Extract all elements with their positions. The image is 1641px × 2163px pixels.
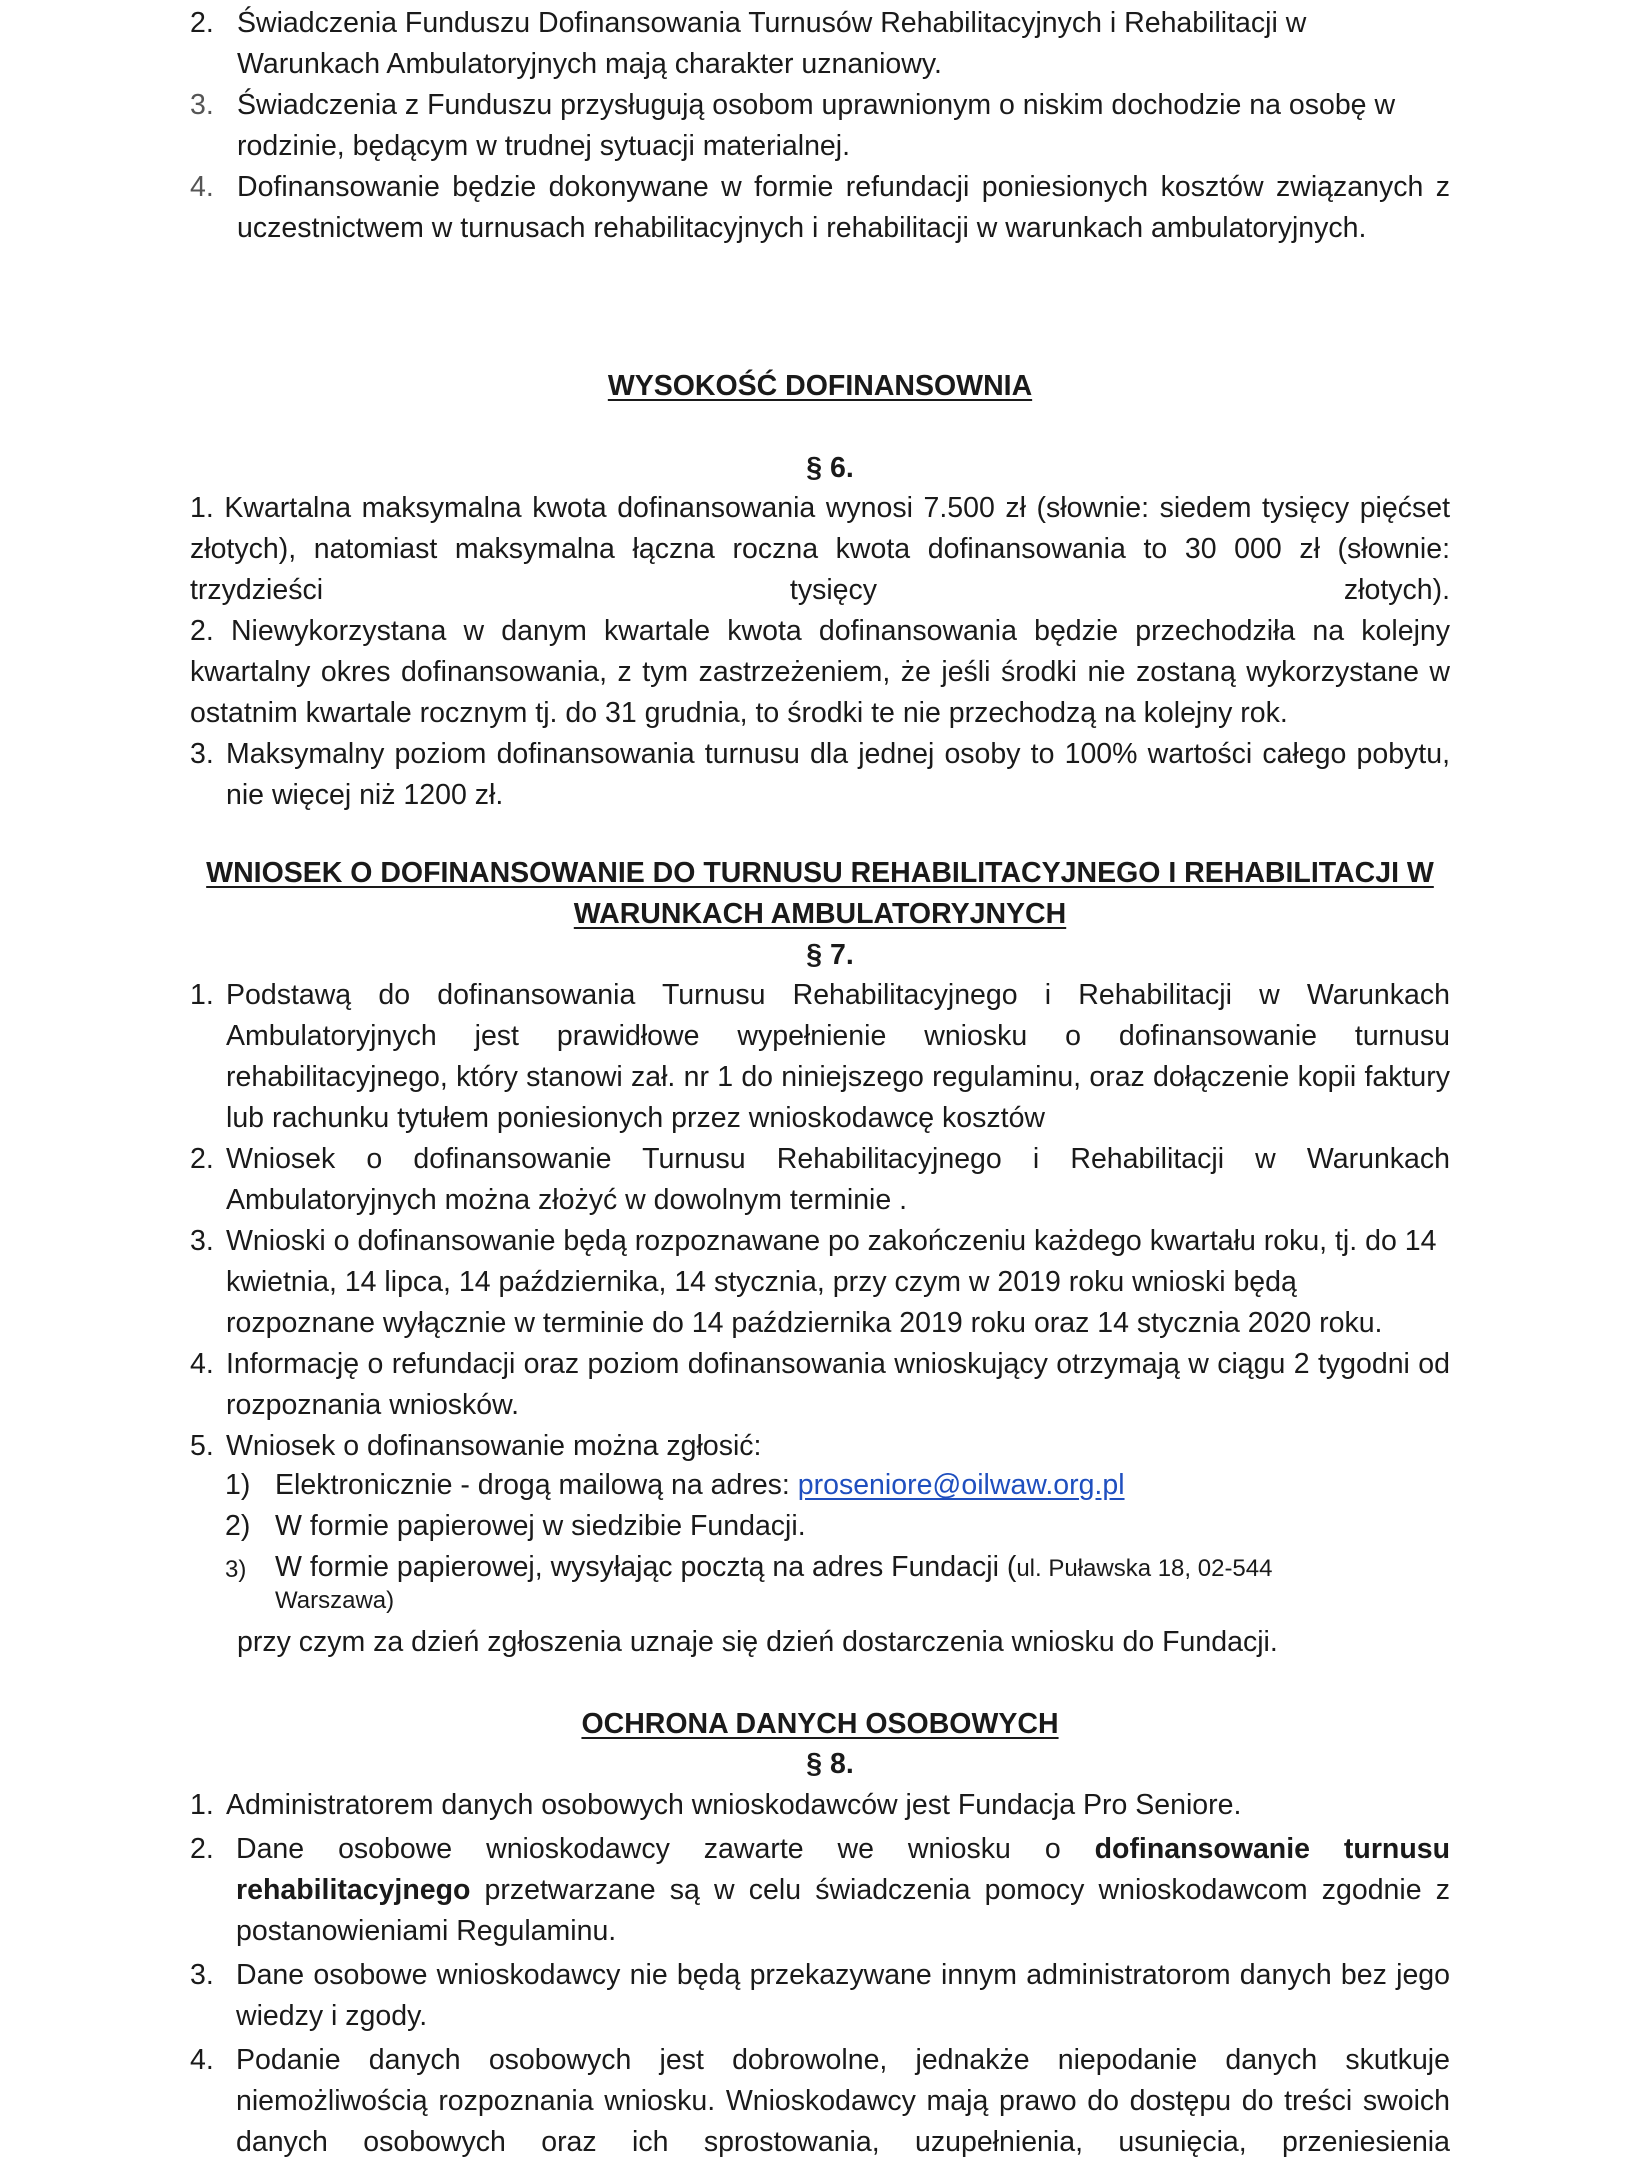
section-heading-application: WNIOSEK O DOFINANSOWANIE DO TURNUSU REHABILITACYJNEGO I REHABILITACJI W WARUNKACH AMBULATORYJNYCH xyxy=(206,857,1434,930)
list-number: 3. xyxy=(190,1959,214,1991)
list-item xyxy=(190,975,1450,1139)
section-heading-data-protection: OCHRONA DANYCH OSOBOWYCH xyxy=(581,1708,1059,1740)
list-item xyxy=(190,1785,1450,1826)
list-item-text: Informację o refundacji oraz poziom dofinansowania wnioskujący otrzymają w ciągu 2 tygodni od rozpoznania wniosków. xyxy=(226,1348,1450,1421)
sub-list-item-text: W formie papierowej, wysyłając pocztą na adres Fundacji ( xyxy=(275,1551,1017,1583)
list-number: 4. xyxy=(190,1348,214,1380)
item-text-bold: dofinansowanie turnusu rehabilitacyjnego xyxy=(236,1833,1450,1906)
sub-list-number: 1) xyxy=(225,1469,251,1501)
sub-list-item xyxy=(225,1506,1405,1547)
section7-list xyxy=(190,975,1450,1467)
list-item-text: Podstawą do dofinansowania Turnusu Rehabilitacyjnego i Rehabilitacji w Warunkach Ambulatoryjnych jest prawidłowe wypełnienie wniosku o dofinansowanie turnusu rehabilitacyjnego, który stanowi zał. nr 1 do niniejszego regulaminu, oraz dołączenie kopii faktury lub rachunku tytułem poniesionych przez wnioskodawcę kosztów xyxy=(226,979,1450,1134)
list-number: 4. xyxy=(190,171,214,203)
section8-list xyxy=(190,1785,1450,2163)
list-item-text: Wniosek o dofinansowanie Turnusu Rehabilitacyjnego i Rehabilitacji w Warunkach Ambulatoryjnych można złożyć w dowolnym terminie . xyxy=(226,1143,1450,1216)
list-number: 3. xyxy=(190,89,214,121)
sub-list-item xyxy=(225,1465,1405,1506)
section-heading-amount: WYSOKOŚĆ DOFINANSOWNIA xyxy=(607,370,1033,402)
list-item-text: Świadczenia Funduszu Dofinansowania Turnusów Rehabilitacyjnych i Rehabilitacji w Warunkach Ambulatoryjnych mają charakter uznaniowy. xyxy=(237,7,1307,80)
item-text-part: przetwarzane są w celu świadczenia pomocy wnioskodawcom zgodnie z postanowieniami Regulaminu. xyxy=(236,1874,1450,1947)
top-list xyxy=(190,3,1450,249)
list-item-text: Wniosek o dofinansowanie można zgłosić: xyxy=(226,1430,762,1462)
list-item xyxy=(190,1829,1450,1952)
sub-list-number: 2) xyxy=(225,1510,251,1542)
list-item xyxy=(190,734,1450,816)
list-item xyxy=(190,167,1450,249)
paragraph-number-6: § 6. xyxy=(806,452,854,484)
list-number: 1. xyxy=(190,979,214,1011)
list-number: 1. xyxy=(190,492,214,524)
list-item-text: Dane osobowe wnioskodawcy nie będą przekazywane innym administratorom danych bez jego wiedzy i zgody. xyxy=(236,1959,1450,2032)
email-link[interactable]: proseniore@oilwaw.org.pl xyxy=(797,1469,1125,1501)
list-item xyxy=(190,1426,1450,1467)
list-item xyxy=(190,3,1450,85)
submission-note xyxy=(237,1622,1437,1663)
list-item-text: Świadczenia z Funduszu przysługują osobom uprawnionym o niskim dochodzie na osobę w rodzinie, będącym w trudnej sytuacji materialnej. xyxy=(237,89,1396,162)
item-text-part: Dane osobowe wnioskodawcy zawarte we wniosku o xyxy=(236,1833,1095,1865)
list-number: 2. xyxy=(190,1143,214,1175)
closing-text: przy czym za dzień zgłoszenia uznaje się dzień dostarczenia wniosku do Fundacji. xyxy=(237,1626,1278,1658)
list-number: 3. xyxy=(190,738,214,770)
list-number: 2. xyxy=(190,615,214,647)
list-item xyxy=(190,85,1450,167)
sub-list-item-text: Elektronicznie - drogą mailową na adres: xyxy=(275,1469,798,1501)
paragraph-number-8: § 8. xyxy=(806,1748,854,1780)
list-item xyxy=(190,488,1450,611)
submission-methods xyxy=(225,1465,1405,1617)
list-number: 4. xyxy=(190,2044,214,2076)
list-item xyxy=(190,1344,1450,1426)
list-item-text: Kwartalna maksymalna kwota dofinansowania wynosi 7.500 zł (słownie: siedem tysięcy pięćset złotych), natomiast maksymalna łączna roczna kwota dofinansowania to 30 000 zł (słownie: trzydzieści tysięcy złotych). xyxy=(190,492,1450,606)
list-item xyxy=(190,1139,1450,1221)
list-item-text xyxy=(236,1829,1450,1952)
sub-list-item-text: W formie papierowej w siedzibie Fundacji. xyxy=(275,1510,806,1542)
list-number: 2. xyxy=(190,7,214,39)
sub-list-number: 3) xyxy=(225,1556,247,1583)
sub-list-item xyxy=(225,1547,1405,1617)
address-text-cont: Warszawa) xyxy=(275,1587,395,1614)
section6-list xyxy=(190,488,1450,816)
list-item xyxy=(190,1221,1450,1344)
list-item xyxy=(190,611,1450,734)
list-item-text: Podanie danych osobowych jest dobrowolne, jednakże niepodanie danych skutkuje niemożliwością rozpoznania wniosku. Wnioskodawcy mają prawo do dostępu do treści swoich danych osobowych oraz ich sprostowania, uzupełnienia, usunięcia, przeniesienia xyxy=(236,2044,1450,2158)
list-item-text: Niewykorzystana w danym kwartale kwota dofinansowania będzie przechodziła na kolejny kwartalny okres dofinansowania, z tym zastrzeżeniem, że jeśli środki nie zostaną wykorzystane w ostatnim kwartale rocznym tj. do 31 grudnia, to środki te nie przechodzą na kolejny rok. xyxy=(190,615,1450,729)
list-item-text: Maksymalny poziom dofinansowania turnusu dla jednej osoby to 100% wartości całego pobytu, nie więcej niż 1200 zł. xyxy=(226,738,1450,811)
address-text: ul. Puławska 18, 02-544 xyxy=(1016,1555,1273,1582)
paragraph-number-7: § 7. xyxy=(806,939,854,971)
list-number: 3. xyxy=(190,1225,214,1257)
list-item-text: Dofinansowanie będzie dokonywane w formie refundacji poniesionych kosztów związanych z uczestnictwem w turnusach rehabilitacyjnych i rehabilitacji w warunkach ambulatoryjnych. xyxy=(237,171,1450,244)
list-item xyxy=(190,1955,1450,2037)
list-item-text: Wnioski o dofinansowanie będą rozpoznawane po zakończeniu każdego kwartału roku, tj. do 14 kwietnia, 14 lipca, 14 października, 14 stycznia, przy czym w 2019 roku wnioski będą rozpoznane wyłącznie w terminie do 14 października 2019 roku oraz 14 stycznia 2020 roku. xyxy=(226,1225,1437,1339)
list-item-text: Administratorem danych osobowych wnioskodawców jest Fundacja Pro Seniore. xyxy=(226,1789,1242,1821)
list-item xyxy=(190,2040,1450,2163)
list-number: 1. xyxy=(190,1789,214,1821)
list-number: 5. xyxy=(190,1430,214,1462)
list-number: 2. xyxy=(190,1833,214,1865)
